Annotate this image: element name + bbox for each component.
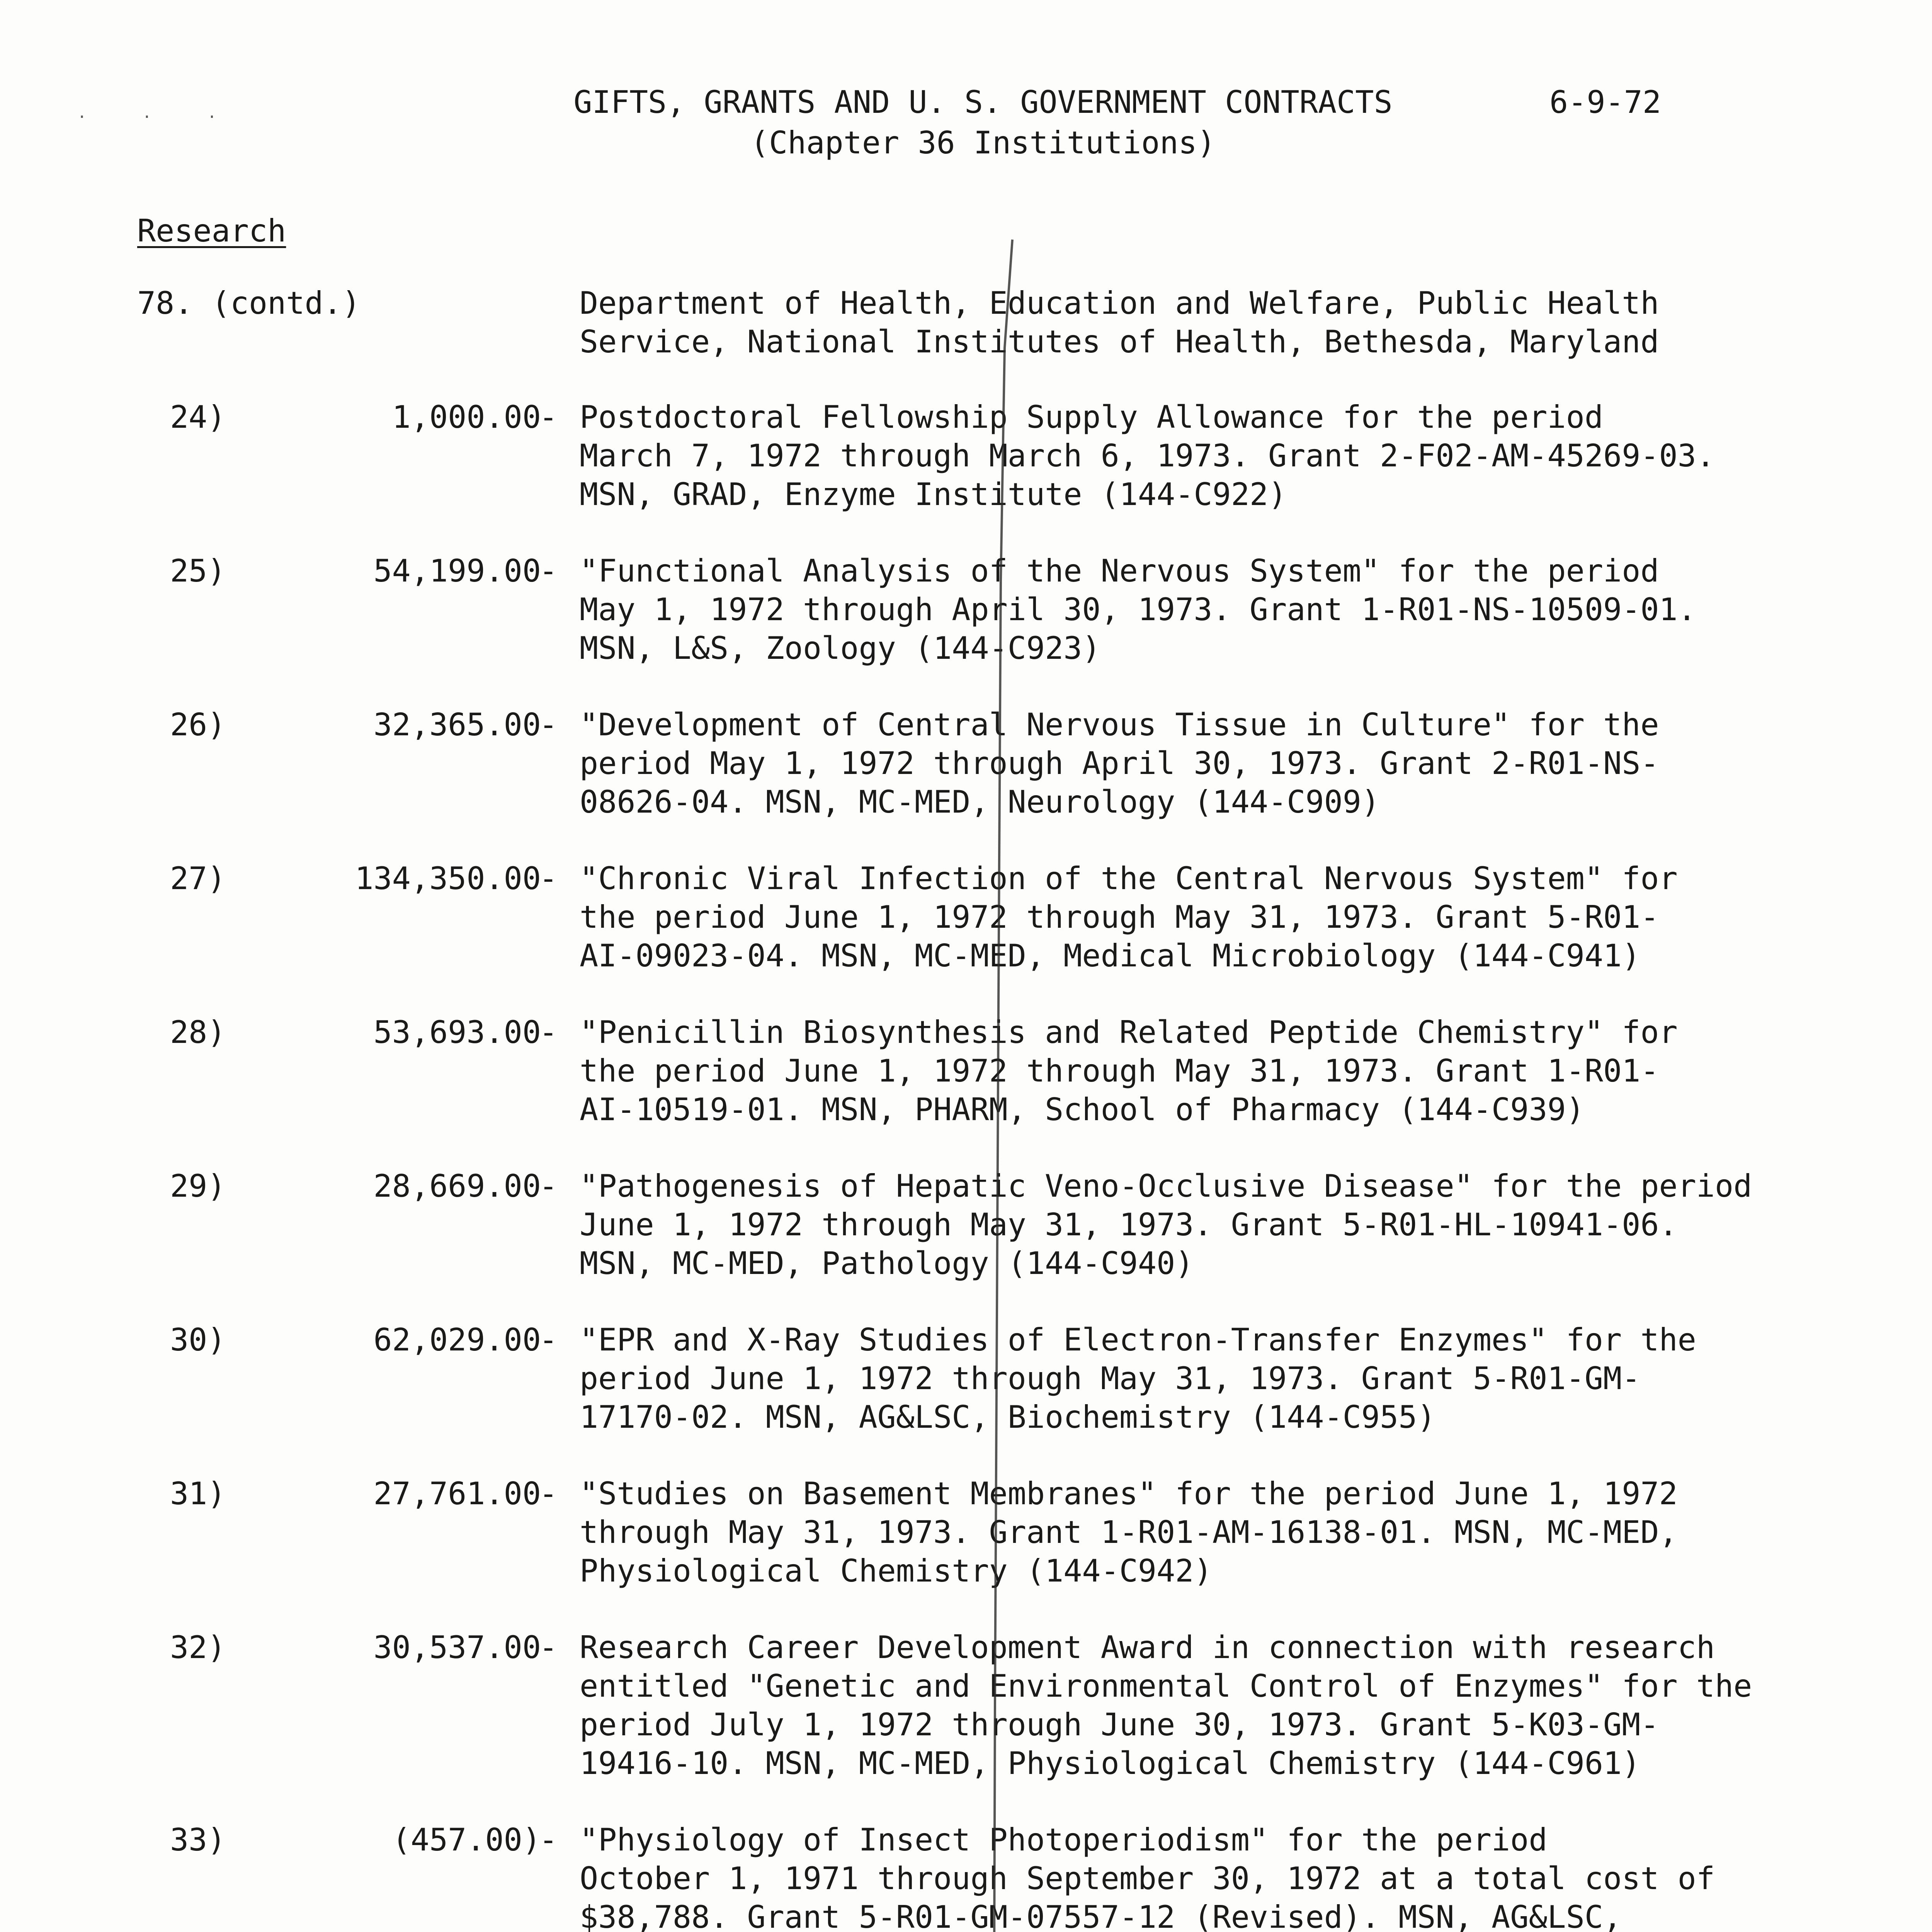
entry-description-line: Postdoctoral Fellowship Supply Allowance for the period xyxy=(580,399,1604,435)
entry-description-line: May 1, 1972 through April 30, 1973. Grant 1-R01-NS-10509-01. xyxy=(580,592,1696,628)
entry-dash: - xyxy=(539,399,558,435)
entry-description-line: "Functional Analysis of the Nervous System" for the period xyxy=(580,553,1659,589)
entry-number: 31) xyxy=(170,1476,226,1512)
entry-description-line: entitled "Genetic and Environmental Control of Enzymes" for the xyxy=(580,1668,1752,1704)
entry-description-line: period June 1, 1972 through May 31, 1973. Grant 5-R01-GM- xyxy=(580,1361,1641,1396)
entry-amount: 27,761.00 xyxy=(373,1476,541,1512)
entry-amount: 53,693.00 xyxy=(373,1014,541,1050)
entry-number: 26) xyxy=(170,707,226,743)
entry-description-line: Physiological Chemistry (144-C942) xyxy=(580,1553,1213,1589)
entry-description-line: MSN, L&S, Zoology (144-C923) xyxy=(580,630,1101,666)
entry-number: 24) xyxy=(170,399,226,435)
entry-description-line: period July 1, 1972 through June 30, 1973. Grant 5-K03-GM- xyxy=(580,1707,1659,1743)
entry-description-line: Research Career Development Award in connection with research xyxy=(580,1629,1715,1665)
agency-line: Service, National Institutes of Health, Bethesda, Maryland xyxy=(580,324,1659,360)
entry-amount: 32,365.00 xyxy=(373,707,541,743)
entry-description-line: 08626-04. MSN, MC-MED, Neurology (144-C909) xyxy=(580,784,1380,820)
entry-description-line: "Chronic Viral Infection of the Central Nervous System" for xyxy=(580,861,1678,896)
agency-line: Department of Health, Education and Welfare, Public Health xyxy=(580,285,1659,321)
entry-number: 30) xyxy=(170,1322,226,1358)
document-title: GIFTS, GRANTS AND U. S. GOVERNMENT CONTRACTS xyxy=(573,84,1393,120)
section-heading: Research xyxy=(137,213,286,249)
entry-description-line: 17170-02. MSN, AG&LSC, Biochemistry (144-C955) xyxy=(580,1399,1436,1435)
entry-number: 32) xyxy=(170,1629,226,1665)
entry-description-line: MSN, GRAD, Enzyme Institute (144-C922) xyxy=(580,476,1287,512)
entry-description-line: period May 1, 1972 through April 30, 1973. Grant 2-R01-NS- xyxy=(580,745,1659,781)
entry-dash: - xyxy=(539,1629,558,1665)
entry-description-line: through May 31, 1973. Grant 1-R01-AM-16138-01. MSN, MC-MED, xyxy=(580,1514,1678,1550)
entry-dash: - xyxy=(539,1014,558,1050)
entry-dash: - xyxy=(539,1322,558,1358)
entry-dash: - xyxy=(539,861,558,896)
entry-description-line: "Pathogenesis of Hepatic Veno-Occlusive Disease" for the period xyxy=(580,1168,1752,1204)
entry-number: 28) xyxy=(170,1014,226,1050)
entry-amount: 30,537.00 xyxy=(373,1629,541,1665)
entry-number: 29) xyxy=(170,1168,226,1204)
entry-number: 33) xyxy=(170,1822,226,1858)
entry-description-line: the period June 1, 1972 through May 31, 1973. Grant 5-R01- xyxy=(580,899,1659,935)
item-number: 78. (contd.) xyxy=(137,285,361,321)
entry-description-line: "Development of Central Nervous Tissue in Culture" for the xyxy=(580,707,1659,743)
entry-dash: - xyxy=(539,1822,558,1858)
entry-description-line: "Studies on Basement Membranes" for the period June 1, 1972 xyxy=(580,1476,1678,1512)
document-date: 6-9-72 xyxy=(1549,84,1661,120)
document-subtitle: (Chapter 36 Institutions) xyxy=(750,125,1216,161)
entry-amount: 28,669.00 xyxy=(373,1168,541,1204)
entry-description-line: "Physiology of Insect Photoperiodism" for the period xyxy=(580,1822,1548,1858)
entry-number: 27) xyxy=(170,861,226,896)
entry-amount: 62,029.00 xyxy=(373,1322,541,1358)
scan-specks: · · · xyxy=(77,108,240,126)
entry-description-line: 19416-10. MSN, MC-MED, Physiological Chemistry (144-C961) xyxy=(580,1745,1641,1781)
entry-dash: - xyxy=(539,553,558,589)
entry-number: 25) xyxy=(170,553,226,589)
entry-description-line: AI-09023-04. MSN, MC-MED, Medical Microbiology (144-C941) xyxy=(580,938,1641,974)
vertical-pen-stroke xyxy=(992,240,1012,1932)
entry-description-line: October 1, 1971 through September 30, 1972 at a total cost of xyxy=(580,1861,1715,1896)
entry-dash: - xyxy=(539,707,558,743)
entry-amount: (457.00) xyxy=(392,1822,541,1858)
entry-description-line: $38,788. Grant 5-R01-GM-07557-12 (Revised). MSN, AG&LSC, xyxy=(580,1899,1622,1932)
entry-description-line: AI-10519-01. MSN, PHARM, School of Pharmacy (144-C939) xyxy=(580,1092,1585,1128)
entry-amount: 134,350.00 xyxy=(355,861,541,896)
entry-dash: - xyxy=(539,1168,558,1204)
entry-dash: - xyxy=(539,1476,558,1512)
entry-description-line: "EPR and X-Ray Studies of Electron-Transfer Enzymes" for the xyxy=(580,1322,1696,1358)
entry-amount: 54,199.00 xyxy=(373,553,541,589)
entry-description-line: "Penicillin Biosynthesis and Related Peptide Chemistry" for xyxy=(580,1014,1678,1050)
entry-description-line: March 7, 1972 through March 6, 1973. Grant 2-F02-AM-45269-03. xyxy=(580,438,1715,474)
entry-description-line: June 1, 1972 through May 31, 1973. Grant 5-R01-HL-10941-06. xyxy=(580,1207,1678,1243)
entry-amount: 1,000.00 xyxy=(392,399,541,435)
entry-description-line: the period June 1, 1972 through May 31, 1973. Grant 1-R01- xyxy=(580,1053,1659,1089)
entry-description-line: MSN, MC-MED, Pathology (144-C940) xyxy=(580,1245,1194,1281)
